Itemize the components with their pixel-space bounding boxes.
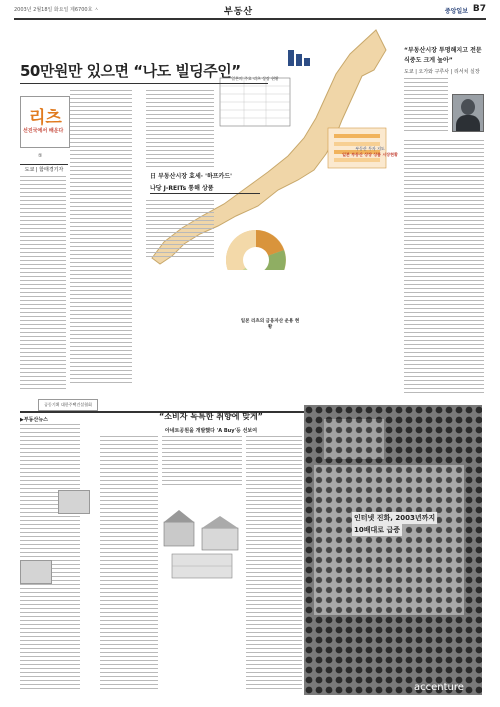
interview-column-2	[404, 140, 484, 395]
villa-article-subtitle: 아네트공원을 개발했다 'A Buy'등 선보여	[164, 428, 258, 434]
villa-illustration	[162, 492, 242, 582]
villa-article-title: “소비자 독특한 취향에 맞게”	[159, 412, 263, 421]
ad-headline-line-1: 인터넷 진화, 2003년까지	[354, 514, 436, 522]
villa-column-3	[246, 436, 302, 692]
ad-headline-line-2: 10배대로 급증	[354, 526, 400, 534]
interviewee-photo	[452, 94, 484, 132]
photo-head-shape	[461, 99, 475, 115]
donut-chart	[226, 230, 286, 270]
villa-column-1	[100, 436, 158, 692]
map-subtitle: 부동산 투자 지도	[355, 146, 385, 151]
news-box-title: ▶부동산뉴스	[20, 417, 48, 423]
sponsor-box: 공동기획 대한주택건설협회	[38, 399, 98, 411]
photo-body-shape	[456, 115, 480, 131]
map-title: 일본 부동산 상장 상품 시장현황	[342, 152, 398, 157]
body-column-2	[70, 90, 132, 390]
series-number: ⑤	[38, 153, 43, 159]
section-title: 부동산	[224, 7, 254, 17]
article-byline: 도쿄 | 함태경기자	[20, 164, 68, 174]
news-photo-1	[58, 490, 90, 514]
interview-column-1	[404, 78, 448, 138]
news-column	[20, 424, 80, 694]
headline-divider	[20, 83, 268, 84]
logo-main-text: 리츠	[29, 108, 62, 128]
body-column-1	[20, 176, 66, 396]
article-headline: 50만원만 있으면 “나도 빌딩주인”	[20, 62, 241, 80]
villa-column-2	[162, 436, 242, 490]
logo-sub-text: 선진국에서 배운다	[23, 128, 64, 134]
body-column-3	[146, 90, 214, 170]
page-header	[14, 4, 486, 20]
body-column-4	[146, 200, 214, 260]
issue-date: 2003년 2월18일 화요일 제6700호 ㅅ	[14, 7, 99, 13]
table-caption: 일본의 주요 리츠 상장 현황	[231, 76, 279, 81]
donut-chart-label: 일본 리츠의 금융자산 운용 현황	[240, 319, 300, 330]
interview-byline: 도쿄 | 오가와 구루사 | 리서치 실장	[404, 69, 480, 75]
interview-title: “부동산시장 투명해지고 전문식중도 크게 높아”	[404, 47, 482, 64]
subheading-secondary: 나당 J-REITs 통해 상품	[150, 184, 260, 194]
subheading-primary: 日 부동산시장 효세· '하프카드'	[150, 173, 232, 180]
page-number: B7	[472, 4, 486, 14]
advertisement-image	[304, 405, 482, 695]
news-photo-2	[20, 560, 52, 584]
series-logo	[20, 96, 70, 148]
paper-name: 중앙일보	[444, 8, 468, 15]
accenture-logo: accenture	[414, 682, 464, 693]
